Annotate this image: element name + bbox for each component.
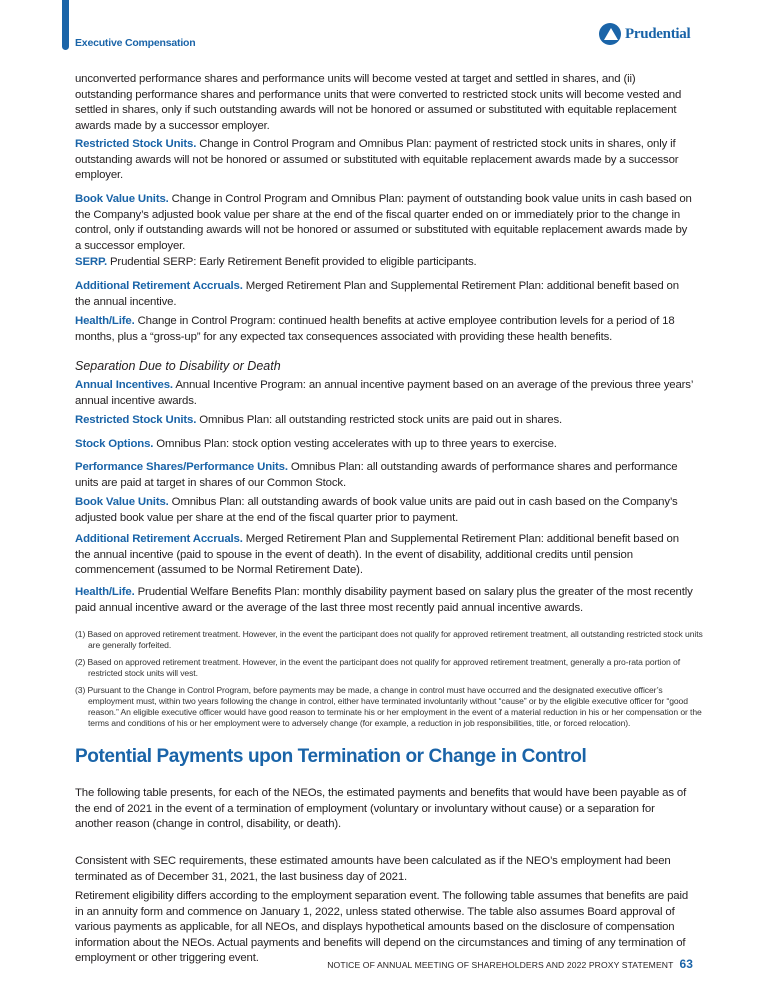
paragraph <box>75 413 695 429</box>
paragraph <box>75 314 695 345</box>
paragraph-text: Omnibus Plan: stock option vesting accelerates with up to three years to exercise. <box>153 438 557 450</box>
footer-text: NOTICE OF ANNUAL MEETING OF SHAREHOLDERS AND 2022 PROXY STATEMENT <box>327 960 674 970</box>
paragraph-lead: Additional Retirement Accruals. <box>75 280 243 292</box>
paragraph <box>75 72 695 134</box>
footnote: (3) Pursuant to the Change in Control Program, before payments may be made, a change in control must have occurred and the designated executive officer’s employment must, within two years following the change in control, either have terminated involuntarily without “cause” or by the eligible executive officer for “good reason.” An eligible executive officer would have good reason to terminate his or her employment in the event of a material reduction in his or her compensation or the terms and conditions of his or her employment were to adversely change (for example, a reduction in job responsibilities, title, or forced relocation). <box>75 685 702 728</box>
section-label: Executive Compensation <box>75 37 196 49</box>
paragraph: The following table presents, for each of the NEOs, the estimated payments and benefits that would have been payable as of the end of 2021 in the event of a termination of employment (voluntary or involuntary without cause) or a separation for another reason (change in control, disability, or death). <box>75 787 687 831</box>
paragraph-text: Change in Control Program and Omnibus Plan: payment of restricted stock units in shares, only if outstanding awards will not be honored or assumed or substituted with equitable replacement awards made by a successor employer. <box>75 138 679 182</box>
rock-icon <box>599 23 621 45</box>
page-number: 63 <box>679 957 693 971</box>
paragraph <box>75 137 695 184</box>
section-heading: Potential Payments upon Termination or Change in Control <box>75 746 587 767</box>
paragraph <box>75 279 695 310</box>
subheading: Separation Due to Disability or Death <box>75 359 281 373</box>
paragraph-lead: Health/Life. <box>75 315 135 327</box>
paragraph-lead: Performance Shares/Performance Units. <box>75 461 288 473</box>
paragraph <box>75 532 695 579</box>
paragraph-text: Prudential Welfare Benefits Plan: monthly disability payment based on salary plus the greater of the most recently paid annual incentive award or the average of the last three most recently paid annual incentive awards. <box>75 586 693 614</box>
paragraph-lead: Restricted Stock Units. <box>75 138 197 150</box>
paragraph-lead: Stock Options. <box>75 438 154 450</box>
paragraph <box>75 495 695 526</box>
footnote: (1) Based on approved retirement treatment. However, in the event the participant does not qualify for approved retirement treatment, all outstanding restricted stock units are generally forfeited. <box>75 629 703 650</box>
paragraph-lead: Health/Life. <box>75 586 135 598</box>
paragraph-text: Merged Retirement Plan and Supplemental Retirement Plan: additional benefit based on the annual incentive. <box>75 280 679 308</box>
paragraph-text: Omnibus Plan: all outstanding restricted stock units are paid out in shares. <box>196 414 563 426</box>
paragraph-text: Merged Retirement Plan and Supplemental Retirement Plan: additional benefit based on the annual incentive (paid to spouse in the event of death). In the event of disability, additional credits until pension commencement (assumed to be Normal Retirement Date). <box>75 533 679 577</box>
paragraph: Retirement eligibility differs according to the employment separation event. The following table assumes that benefits are paid in an annuity form and commence on January 1, 2022, unless stated otherwise. The table also assumes Board approval of various payments as applicable, for all NEOs, and displays hypothetical amounts based on the disclosure of compensation information about the NEOs. Actual payments and benefits will depend on the circumstances and timing of any termination of employment or other triggering event. <box>75 890 689 965</box>
page-footer <box>327 957 693 971</box>
paragraph <box>75 460 695 491</box>
paragraph-lead: Book Value Units. <box>75 496 169 508</box>
paragraph <box>75 255 695 271</box>
paragraph <box>75 437 695 453</box>
paragraph-lead: SERP. <box>75 256 107 268</box>
paragraph <box>75 585 695 616</box>
paragraph-text: Annual Incentive Program: an annual incentive payment based on an average of the previous three years’ annual incentive awards. <box>75 379 693 407</box>
paragraph-lead: Annual Incentives. <box>75 379 173 391</box>
paragraph-lead: Book Value Units. <box>75 193 169 205</box>
paragraph-text: Change in Control Program and Omnibus Plan: payment of outstanding book value units in cash based on the Company’s adjusted book value per share at the end of the fiscal quarter ended on or immediately prior to the change in control, only if outstanding awards will not be honored or assumed or substituted with equitable replacement awards made by a successor employer. <box>75 193 692 252</box>
paragraph-text: Prudential SERP: Early Retirement Benefit provided to eligible participants. <box>106 256 477 268</box>
paragraph <box>75 378 695 409</box>
footnote: (2) Based on approved retirement treatment. However, in the event the participant does not qualify for approved retirement treatment, generally a pro-rata portion of restricted stock units will vest. <box>75 657 680 678</box>
header-accent-bar <box>62 0 69 50</box>
prudential-logo <box>599 23 690 45</box>
paragraph-lead: Additional Retirement Accruals. <box>75 533 243 545</box>
paragraph-text: Change in Control Program: continued health benefits at active employee contribution levels for a period of 18 months, plus a “gross-up” for any expected tax consequences associated with providing these health benefits. <box>75 315 675 343</box>
paragraph-text: unconverted performance shares and performance units will become vested at target and settled in shares, and (ii) outstanding performance shares and performance units that were converted to restricted stock units will become vested and settled in shares, only if such outstanding awards will not be honored or assumed or substituted with equitable replacement awards made by a successor employer. <box>75 73 682 132</box>
paragraph: Consistent with SEC requirements, these estimated amounts have been calculated as if the NEO’s employment had been terminated as of December 31, 2021, the last business day of 2021. <box>75 855 671 883</box>
paragraph-lead: Restricted Stock Units. <box>75 414 197 426</box>
paragraph-text: Omnibus Plan: all outstanding awards of performance shares and performance units are paid at target in shares of our Common Stock. <box>75 461 678 489</box>
paragraph-text: Omnibus Plan: all outstanding awards of book value units are paid out in cash based on the Company’s adjusted book value per share at the end of the fiscal quarter prior to payment. <box>75 496 678 524</box>
paragraph <box>75 192 695 254</box>
logo-wordmark: Prudential <box>625 25 691 42</box>
